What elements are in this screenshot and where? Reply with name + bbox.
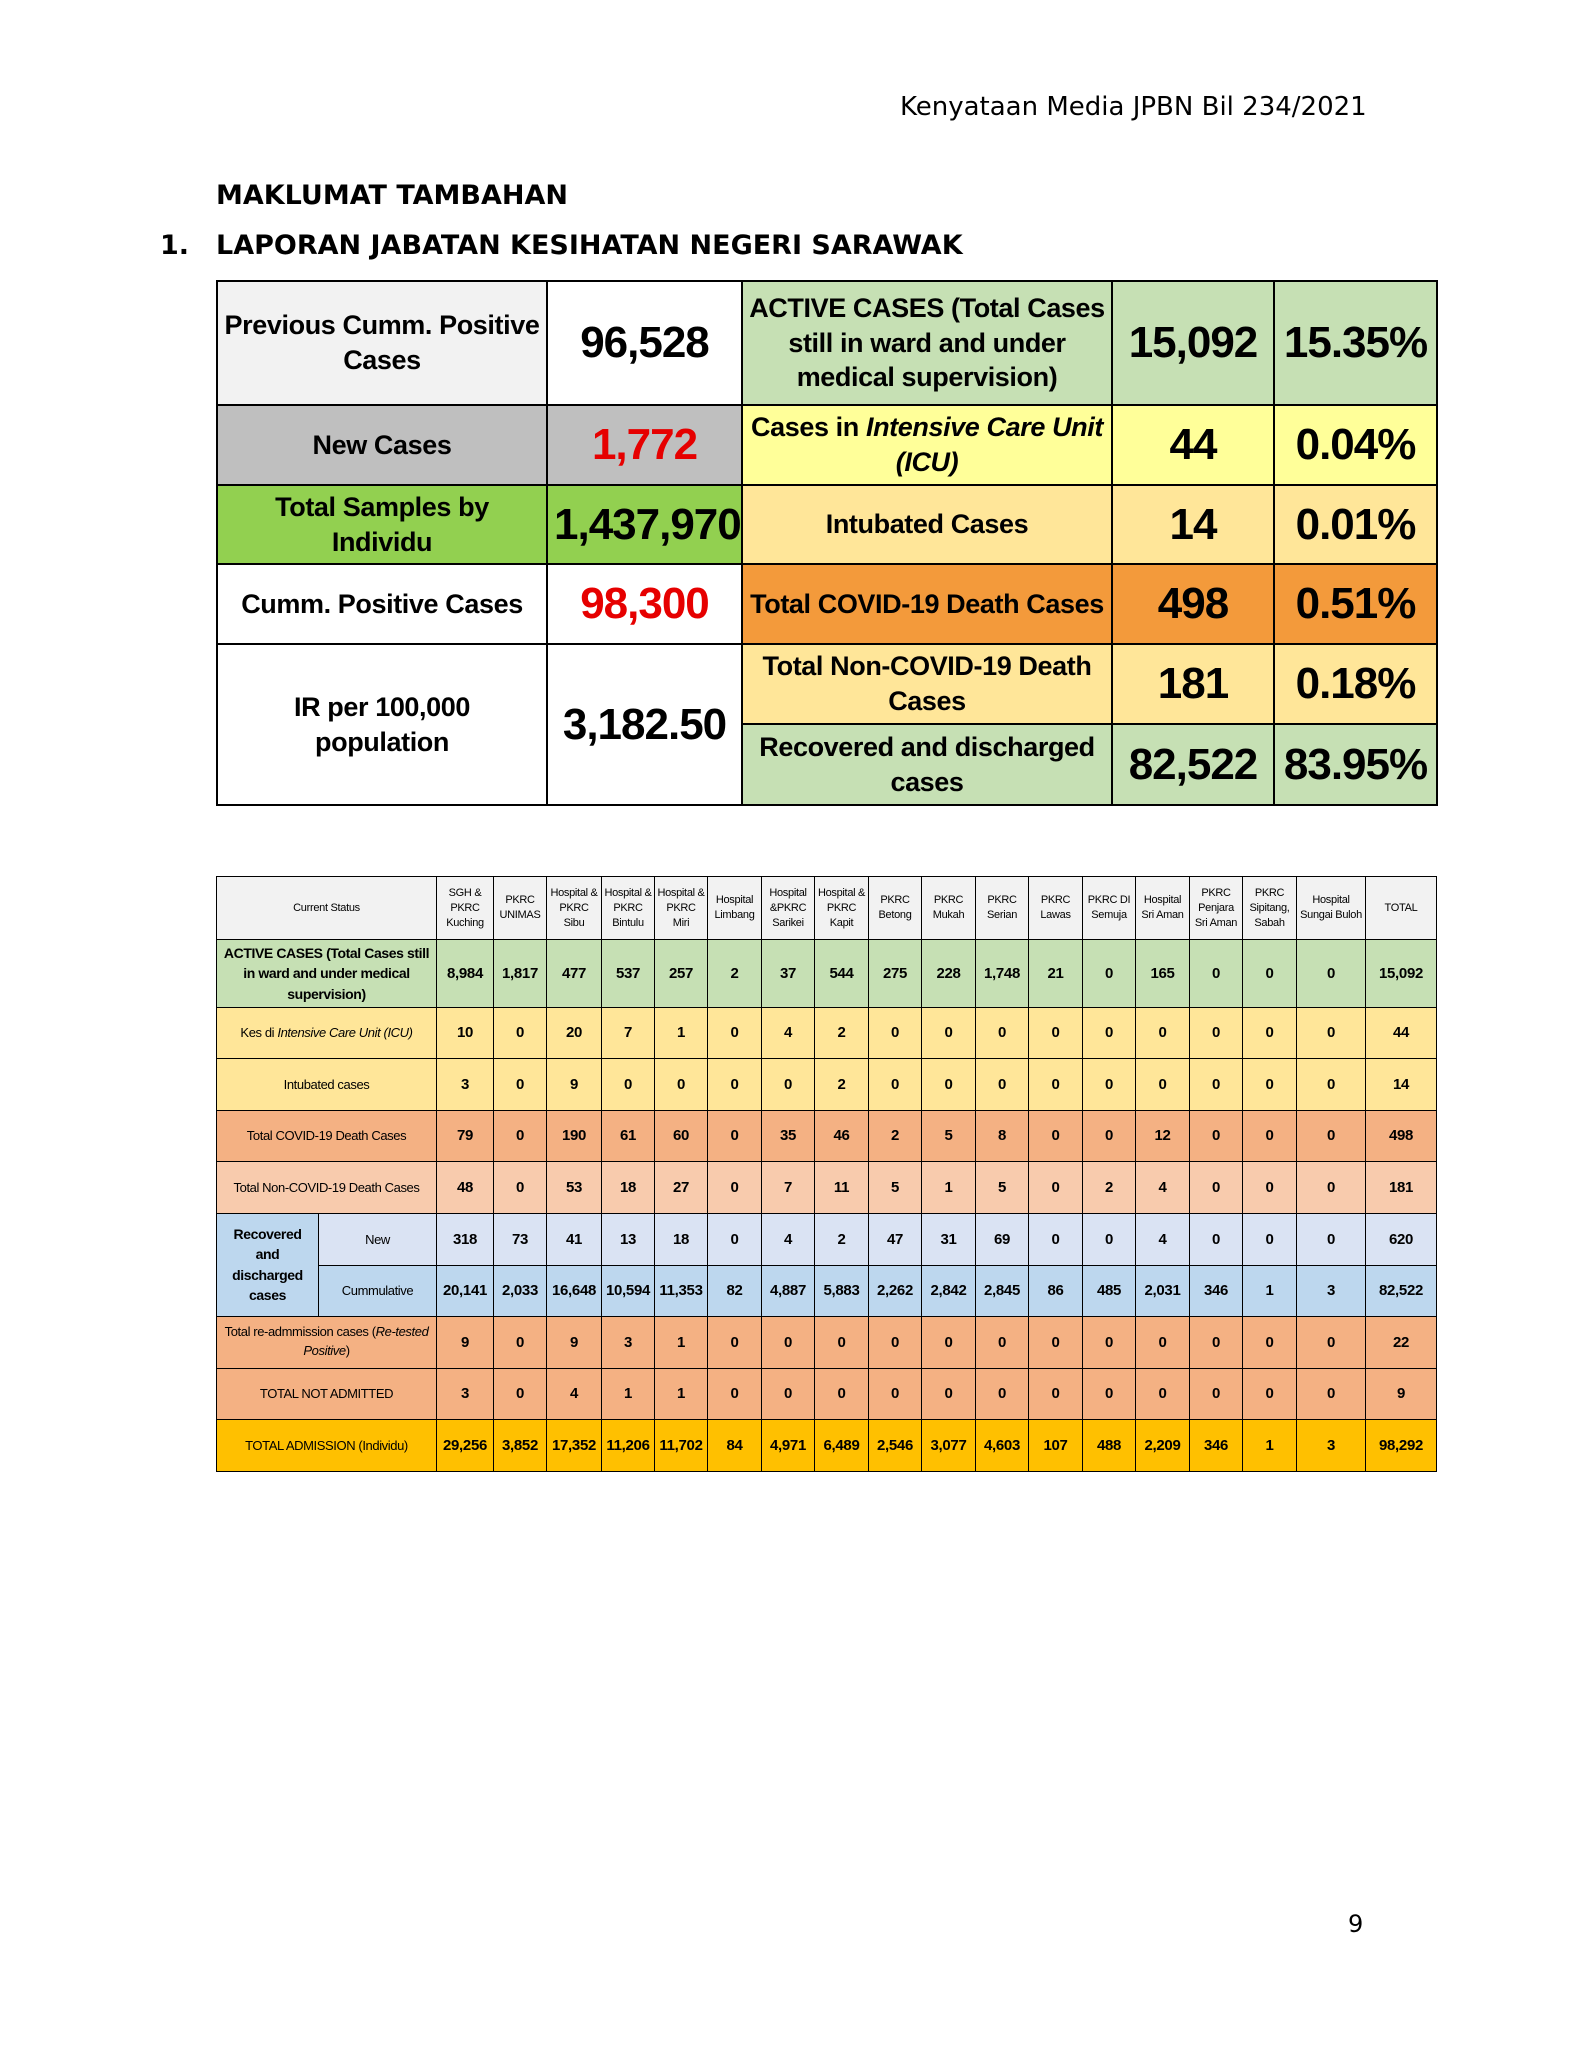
- table-cell: 0: [494, 1007, 547, 1058]
- row-noncovid-death: [217, 1161, 1437, 1213]
- table-cell: 5: [976, 1161, 1029, 1213]
- noncovid-death-value: 181: [1112, 644, 1274, 724]
- table-cell: 0: [1243, 1110, 1297, 1161]
- row-icu: [217, 1007, 1437, 1058]
- table-cell: 620: [1366, 1213, 1437, 1265]
- table-cell: 21: [1029, 940, 1083, 1007]
- table-cell: 18: [602, 1161, 655, 1213]
- row-not-admitted: [217, 1368, 1437, 1419]
- table-cell: 0: [1243, 1316, 1297, 1368]
- table-cell: 0: [1297, 1161, 1366, 1213]
- table-cell: 0: [708, 1316, 762, 1368]
- table-cell: 12: [1136, 1110, 1190, 1161]
- table-cell: 0: [1297, 1316, 1366, 1368]
- table-cell: 0: [708, 1161, 762, 1213]
- readmission-label-c: ): [345, 1343, 350, 1359]
- table-cell: 2,031: [1136, 1265, 1190, 1316]
- table-cell: 0: [1029, 1161, 1083, 1213]
- section-heading-text: LAPORAN JABATAN KESIHATAN NEGERI SARAWAK: [216, 230, 963, 261]
- table-cell: 0: [1136, 1007, 1190, 1058]
- column-header: PKRC UNIMAS: [494, 877, 547, 940]
- ir-label: IR per 100,000 population: [217, 644, 547, 805]
- row-label: TOTAL ADMISSION (Individu): [217, 1419, 437, 1471]
- table-cell: 0: [1297, 1058, 1366, 1110]
- table-cell: 0: [1243, 1007, 1297, 1058]
- table-cell: 0: [494, 1316, 547, 1368]
- intubated-value: 14: [1112, 485, 1274, 564]
- table-cell: 1: [1243, 1419, 1297, 1471]
- table-cell: 69: [976, 1213, 1029, 1265]
- table-cell: 0: [1243, 1213, 1297, 1265]
- table-cell: 15,092: [1366, 940, 1437, 1007]
- table-cell: 10,594: [602, 1265, 655, 1316]
- table-cell: 544: [815, 940, 869, 1007]
- table-cell: 346: [1190, 1265, 1243, 1316]
- table-cell: 10: [437, 1007, 494, 1058]
- table-cell: 9: [547, 1316, 602, 1368]
- icu-label-a: Cases in: [751, 412, 866, 443]
- column-header: PKRC Lawas: [1029, 877, 1083, 940]
- row-covid-death: [217, 1110, 1437, 1161]
- row-readmission: [217, 1316, 1437, 1368]
- table-cell: 0: [1136, 1058, 1190, 1110]
- table-cell: 0: [1243, 1058, 1297, 1110]
- icu-row-label-a: Kes di: [240, 1025, 278, 1041]
- table-cell: 31: [922, 1213, 976, 1265]
- row-label: Total COVID-19 Death Cases: [217, 1110, 437, 1161]
- table-cell: 2: [815, 1213, 869, 1265]
- table-cell: 22: [1366, 1316, 1437, 1368]
- recovered-group-label: Recovered and discharged cases: [217, 1213, 319, 1316]
- table-cell: 11,353: [655, 1265, 708, 1316]
- table-cell: 11: [815, 1161, 869, 1213]
- table-cell: 8: [976, 1110, 1029, 1161]
- table-cell: 0: [1190, 1007, 1243, 1058]
- table-cell: 4,603: [976, 1419, 1029, 1471]
- table-cell: 2: [1083, 1161, 1136, 1213]
- table-cell: 346: [1190, 1419, 1243, 1471]
- column-header: PKRC Mukah: [922, 877, 976, 940]
- table-cell: 0: [1297, 1368, 1366, 1419]
- cumm-positive-label: Cumm. Positive Cases: [217, 564, 547, 644]
- table-cell: 2: [815, 1007, 869, 1058]
- table-cell: 190: [547, 1110, 602, 1161]
- noncovid-death-label: Total Non-COVID-19 Death Cases: [742, 644, 1112, 724]
- table-cell: 0: [869, 1316, 922, 1368]
- table-cell: 7: [762, 1161, 815, 1213]
- table-cell: 5: [922, 1110, 976, 1161]
- readmission-label-a: Total re-admmission cases (: [224, 1324, 376, 1340]
- column-header: Hospital & PKRC Sibu: [547, 877, 602, 940]
- table-cell: 0: [1190, 1110, 1243, 1161]
- table-cell: 0: [762, 1316, 815, 1368]
- row-label: Intubated cases: [217, 1058, 437, 1110]
- table-cell: 0: [922, 1058, 976, 1110]
- table-cell: 0: [1083, 1213, 1136, 1265]
- table-cell: 0: [1297, 1213, 1366, 1265]
- table-cell: 86: [1029, 1265, 1083, 1316]
- recovered-pct: 83.95%: [1274, 724, 1437, 805]
- column-header: Hospital & PKRC Miri: [655, 877, 708, 940]
- table-cell: 82: [708, 1265, 762, 1316]
- prev-cumm-label: Previous Cumm. Positive Cases: [217, 281, 547, 405]
- intubated-label: Intubated Cases: [742, 485, 1112, 564]
- icu-row-label-b: Intensive Care Unit (ICU): [277, 1025, 413, 1041]
- table-cell: 0: [655, 1058, 708, 1110]
- table-cell: 0: [1083, 1110, 1136, 1161]
- table-cell: 0: [1083, 1368, 1136, 1419]
- table-cell: 17,352: [547, 1419, 602, 1471]
- table-cell: 13: [602, 1213, 655, 1265]
- table-cell: 3: [1297, 1419, 1366, 1471]
- table-cell: 0: [922, 1368, 976, 1419]
- table-cell: 0: [494, 1161, 547, 1213]
- samples-value: 1,437,970: [547, 485, 742, 564]
- table-cell: 9: [437, 1316, 494, 1368]
- facility-breakdown-table: [216, 876, 1437, 1472]
- table-cell: 3,852: [494, 1419, 547, 1471]
- document-reference: Kenyataan Media JPBN Bil 234/2021: [900, 92, 1367, 122]
- table-cell: 0: [1190, 1213, 1243, 1265]
- table-cell: 0: [869, 1007, 922, 1058]
- row-label: TOTAL NOT ADMITTED: [217, 1368, 437, 1419]
- column-header: Hospital Sungai Buloh: [1297, 877, 1366, 940]
- table-cell: 44: [1366, 1007, 1437, 1058]
- summary-table: [216, 280, 1438, 806]
- table-cell: 2: [815, 1058, 869, 1110]
- icu-label-b: Intensive Care Unit (ICU): [865, 412, 1103, 477]
- table-cell: 20,141: [437, 1265, 494, 1316]
- cumm-positive-value: 98,300: [547, 564, 742, 644]
- detail-header-row: [217, 877, 1437, 940]
- table-cell: 2,546: [869, 1419, 922, 1471]
- table-cell: 0: [1029, 1007, 1083, 1058]
- table-cell: 2,033: [494, 1265, 547, 1316]
- table-cell: 0: [494, 1368, 547, 1419]
- table-cell: 98,292: [1366, 1419, 1437, 1471]
- table-cell: 37: [762, 940, 815, 1007]
- row-recovered-cumulative: [217, 1265, 1437, 1316]
- table-cell: 498: [1366, 1110, 1437, 1161]
- column-header: PKRC Betong: [869, 877, 922, 940]
- table-cell: 84: [708, 1419, 762, 1471]
- table-cell: 4,971: [762, 1419, 815, 1471]
- column-header: Hospital Sri Aman: [1136, 877, 1190, 940]
- table-cell: 0: [1190, 940, 1243, 1007]
- table-cell: 7: [602, 1007, 655, 1058]
- table-cell: 29,256: [437, 1419, 494, 1471]
- table-cell: 73: [494, 1213, 547, 1265]
- table-cell: 0: [976, 1368, 1029, 1419]
- row-total-admission: [217, 1419, 1437, 1471]
- table-cell: 0: [1297, 1110, 1366, 1161]
- table-cell: 61: [602, 1110, 655, 1161]
- death-cases-label: Total COVID-19 Death Cases: [742, 564, 1112, 644]
- table-cell: 46: [815, 1110, 869, 1161]
- active-cases-label: ACTIVE CASES (Total Cases still in ward and under medical supervision): [742, 281, 1112, 405]
- table-cell: 0: [708, 1058, 762, 1110]
- table-cell: 0: [1083, 1058, 1136, 1110]
- table-cell: 165: [1136, 940, 1190, 1007]
- table-cell: 0: [869, 1058, 922, 1110]
- table-cell: 48: [437, 1161, 494, 1213]
- table-cell: 14: [1366, 1058, 1437, 1110]
- table-cell: 3: [1297, 1265, 1366, 1316]
- row-label: New: [319, 1213, 437, 1265]
- section-number: 1.: [160, 230, 190, 261]
- table-cell: 0: [494, 1058, 547, 1110]
- table-cell: 47: [869, 1213, 922, 1265]
- table-cell: 0: [1190, 1161, 1243, 1213]
- active-cases-value: 15,092: [1112, 281, 1274, 405]
- table-cell: 4: [547, 1368, 602, 1419]
- table-cell: 0: [1136, 1316, 1190, 1368]
- table-cell: 4: [1136, 1213, 1190, 1265]
- table-cell: 3: [437, 1368, 494, 1419]
- table-cell: 1: [1243, 1265, 1297, 1316]
- table-cell: 0: [708, 1007, 762, 1058]
- table-cell: 0: [1029, 1110, 1083, 1161]
- death-cases-pct: 0.51%: [1274, 564, 1437, 644]
- table-cell: 0: [815, 1316, 869, 1368]
- table-cell: 257: [655, 940, 708, 1007]
- column-header: Hospital & PKRC Bintulu: [602, 877, 655, 940]
- table-cell: 0: [976, 1058, 1029, 1110]
- table-cell: 60: [655, 1110, 708, 1161]
- table-cell: 485: [1083, 1265, 1136, 1316]
- column-header: Hospital &PKRC Sarikei: [762, 877, 815, 940]
- table-cell: 2,845: [976, 1265, 1029, 1316]
- column-header: PKRC Serian: [976, 877, 1029, 940]
- table-cell: 0: [1029, 1058, 1083, 1110]
- table-cell: 0: [922, 1316, 976, 1368]
- table-cell: 107: [1029, 1419, 1083, 1471]
- column-header: Hospital & PKRC Kapit: [815, 877, 869, 940]
- section-heading: [160, 230, 963, 261]
- column-header: PKRC DI Semuja: [1083, 877, 1136, 940]
- table-cell: 0: [1297, 940, 1366, 1007]
- table-cell: 318: [437, 1213, 494, 1265]
- table-cell: 1,748: [976, 940, 1029, 1007]
- table-cell: 0: [976, 1007, 1029, 1058]
- death-cases-value: 498: [1112, 564, 1274, 644]
- table-cell: 6,489: [815, 1419, 869, 1471]
- noncovid-death-pct: 0.18%: [1274, 644, 1437, 724]
- table-cell: 0: [762, 1368, 815, 1419]
- table-cell: 0: [1029, 1316, 1083, 1368]
- row-intubated: [217, 1058, 1437, 1110]
- table-cell: 1: [602, 1368, 655, 1419]
- row-label: Total Non-COVID-19 Death Cases: [217, 1161, 437, 1213]
- new-cases-value: 1,772: [547, 405, 742, 485]
- table-cell: 0: [922, 1007, 976, 1058]
- table-cell: 5,883: [815, 1265, 869, 1316]
- table-cell: 0: [976, 1316, 1029, 1368]
- table-cell: 3: [437, 1058, 494, 1110]
- active-cases-pct: 15.35%: [1274, 281, 1437, 405]
- table-cell: 27: [655, 1161, 708, 1213]
- table-cell: 9: [547, 1058, 602, 1110]
- table-cell: 1,817: [494, 940, 547, 1007]
- new-cases-label: New Cases: [217, 405, 547, 485]
- table-cell: 0: [1083, 940, 1136, 1007]
- table-cell: 0: [762, 1058, 815, 1110]
- table-cell: 53: [547, 1161, 602, 1213]
- table-cell: 0: [708, 1110, 762, 1161]
- table-cell: 41: [547, 1213, 602, 1265]
- table-cell: 0: [815, 1368, 869, 1419]
- table-cell: 0: [1243, 940, 1297, 1007]
- intubated-pct: 0.01%: [1274, 485, 1437, 564]
- table-cell: 11,702: [655, 1419, 708, 1471]
- table-cell: 2: [708, 940, 762, 1007]
- table-cell: 0: [1243, 1161, 1297, 1213]
- table-cell: 0: [1029, 1213, 1083, 1265]
- table-cell: 4,887: [762, 1265, 815, 1316]
- column-header: SGH & PKRC Kuching: [437, 877, 494, 940]
- table-cell: 0: [1029, 1368, 1083, 1419]
- table-cell: 5: [869, 1161, 922, 1213]
- table-cell: 0: [494, 1110, 547, 1161]
- table-cell: 488: [1083, 1419, 1136, 1471]
- row-label: [217, 1316, 437, 1368]
- table-cell: 1: [655, 1368, 708, 1419]
- table-cell: 1: [655, 1007, 708, 1058]
- table-cell: 0: [1083, 1316, 1136, 1368]
- row-active-cases: [217, 940, 1437, 1007]
- table-cell: 0: [869, 1368, 922, 1419]
- icu-cases-pct: 0.04%: [1274, 405, 1437, 485]
- icu-cases-label: [742, 405, 1112, 485]
- table-cell: 181: [1366, 1161, 1437, 1213]
- table-cell: 9: [1366, 1368, 1437, 1419]
- table-cell: 8,984: [437, 940, 494, 1007]
- table-cell: 228: [922, 940, 976, 1007]
- current-status-header: Current Status: [217, 877, 437, 940]
- recovered-label: Recovered and discharged cases: [742, 724, 1112, 805]
- table-cell: 0: [1190, 1316, 1243, 1368]
- table-cell: 20: [547, 1007, 602, 1058]
- table-cell: 2: [869, 1110, 922, 1161]
- table-cell: 79: [437, 1110, 494, 1161]
- row-recovered-new: [217, 1213, 1437, 1265]
- table-cell: 0: [1190, 1058, 1243, 1110]
- table-cell: 2,842: [922, 1265, 976, 1316]
- table-cell: 0: [602, 1058, 655, 1110]
- icu-cases-value: 44: [1112, 405, 1274, 485]
- table-cell: 0: [708, 1213, 762, 1265]
- row-label: ACTIVE CASES (Total Cases still in ward and under medical supervision): [217, 940, 437, 1007]
- table-cell: 4: [1136, 1161, 1190, 1213]
- table-cell: 0: [708, 1368, 762, 1419]
- table-cell: 1: [655, 1316, 708, 1368]
- table-cell: 0: [1083, 1007, 1136, 1058]
- recovered-value: 82,522: [1112, 724, 1274, 805]
- table-cell: 35: [762, 1110, 815, 1161]
- ir-value: 3,182.50: [547, 644, 742, 805]
- samples-label: Total Samples by Individu: [217, 485, 547, 564]
- table-cell: 3: [602, 1316, 655, 1368]
- column-header: Hospital Limbang: [708, 877, 762, 940]
- table-cell: 2,209: [1136, 1419, 1190, 1471]
- table-cell: 477: [547, 940, 602, 1007]
- row-label: Cummulative: [319, 1265, 437, 1316]
- table-cell: 0: [1136, 1368, 1190, 1419]
- table-cell: 0: [1243, 1368, 1297, 1419]
- table-cell: 18: [655, 1213, 708, 1265]
- table-cell: 0: [1190, 1368, 1243, 1419]
- table-cell: 3,077: [922, 1419, 976, 1471]
- page-number: 9: [1348, 1910, 1364, 1938]
- table-cell: 11,206: [602, 1419, 655, 1471]
- table-cell: 16,648: [547, 1265, 602, 1316]
- table-cell: 275: [869, 940, 922, 1007]
- table-cell: 82,522: [1366, 1265, 1437, 1316]
- prev-cumm-value: 96,528: [547, 281, 742, 405]
- section-title: MAKLUMAT TAMBAHAN: [216, 180, 568, 211]
- table-cell: 1: [922, 1161, 976, 1213]
- table-cell: 537: [602, 940, 655, 1007]
- table-cell: 4: [762, 1213, 815, 1265]
- table-cell: 2,262: [869, 1265, 922, 1316]
- row-label: [217, 1007, 437, 1058]
- column-header: TOTAL: [1366, 877, 1437, 940]
- table-cell: 4: [762, 1007, 815, 1058]
- column-header: PKRC Sipitang, Sabah: [1243, 877, 1297, 940]
- readmission-label-b: Re-tested Positive: [303, 1324, 429, 1359]
- table-cell: 0: [1297, 1007, 1366, 1058]
- column-header: PKRC Penjara Sri Aman: [1190, 877, 1243, 940]
